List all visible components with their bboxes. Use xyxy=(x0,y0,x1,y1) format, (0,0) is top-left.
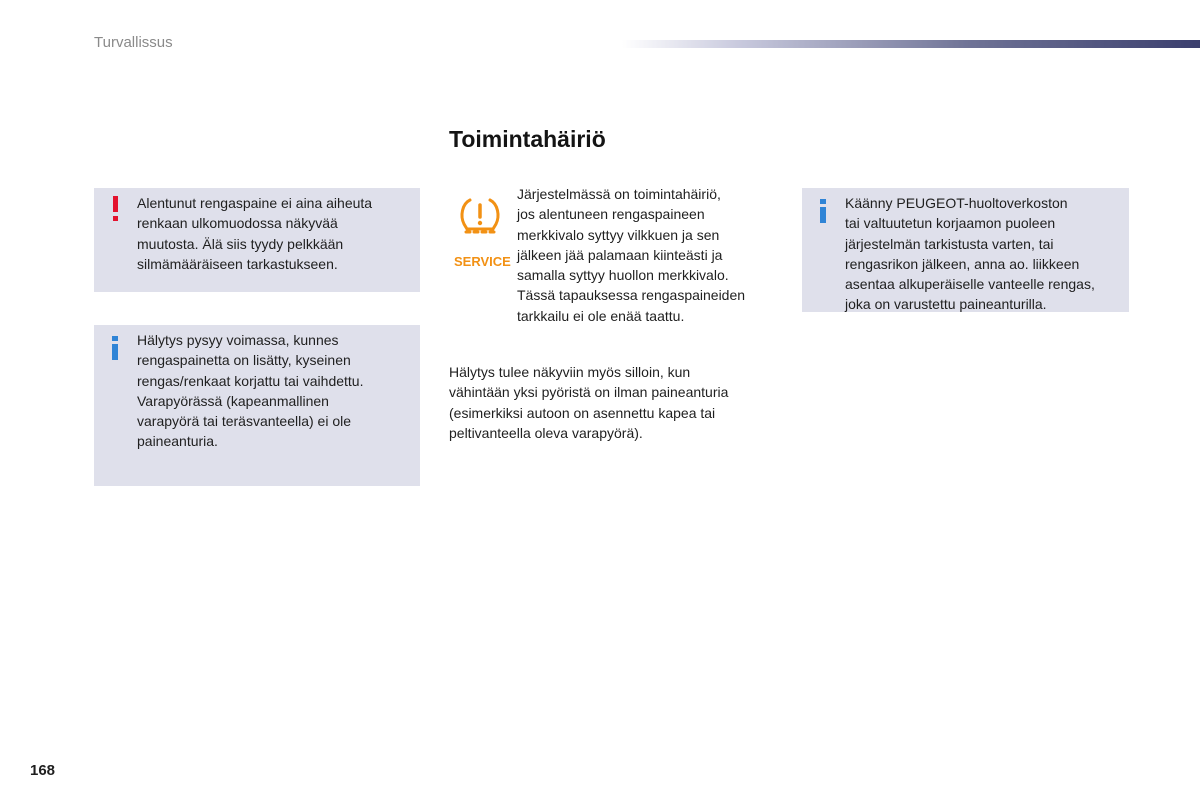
page-title: Toimintahäiriö xyxy=(449,126,606,152)
service-label: SERVICE xyxy=(454,254,511,269)
info-box-right xyxy=(802,188,1129,312)
section-label: Turvallissus xyxy=(94,34,173,51)
exclamation-icon xyxy=(110,196,120,221)
info-icon xyxy=(818,196,828,223)
header-gradient-bar xyxy=(622,40,1200,48)
page-number: 168 xyxy=(30,762,56,779)
warning-box xyxy=(94,188,420,292)
info-icon xyxy=(110,333,120,360)
warning-text: Alentunut rengaspaine ei aina aiheuta renkaan ulkomuodossa näkyvää muutosta. Älä siis tyydy pelkkään silmämääräiseen tarkastukseen. xyxy=(137,195,373,272)
alert-visibility-text: Hälytys tulee näkyviin myös silloin, kun vähintään yksi pyöristä on ilman paineanturia (esimerkiksi autoon on asennettu kapea tai peltivanteella oleva varapyörä). xyxy=(449,364,729,441)
malfunction-text: Järjestelmässä on toimintahäiriö, jos alentuneen rengaspaineen merkkivalo syttyy vilkkuen ja sen jälkeen jää palamaan kiinteästi ja samalla syttyy huollon merkkivalo. Tässä tapauksessa rengaspaineiden tarkkailu ei ole enää taattu. xyxy=(517,186,746,324)
info-left-text: Hälytys pysyy voimassa, kunnes rengaspainetta on lisätty, kyseinen rengas/renkaat korjattu tai vaihdettu. Varapyörässä (kapeanmallinen varapyörä tai teräsvanteella) ei ole paineanturia. xyxy=(137,332,364,450)
info-right-text: Käänny PEUGEOT-huoltoverkoston tai valtuutetun korjaamon puoleen järjestelmän tarkistusta varten, tai rengasrikon jälkeen, anna ao. liikkeen asentaa alkuperäiselle vanteelle rengas, joka on varustettu paineanturilla. xyxy=(845,195,1095,313)
info-box-left xyxy=(94,325,420,486)
tire-pressure-warning-icon xyxy=(458,194,502,238)
